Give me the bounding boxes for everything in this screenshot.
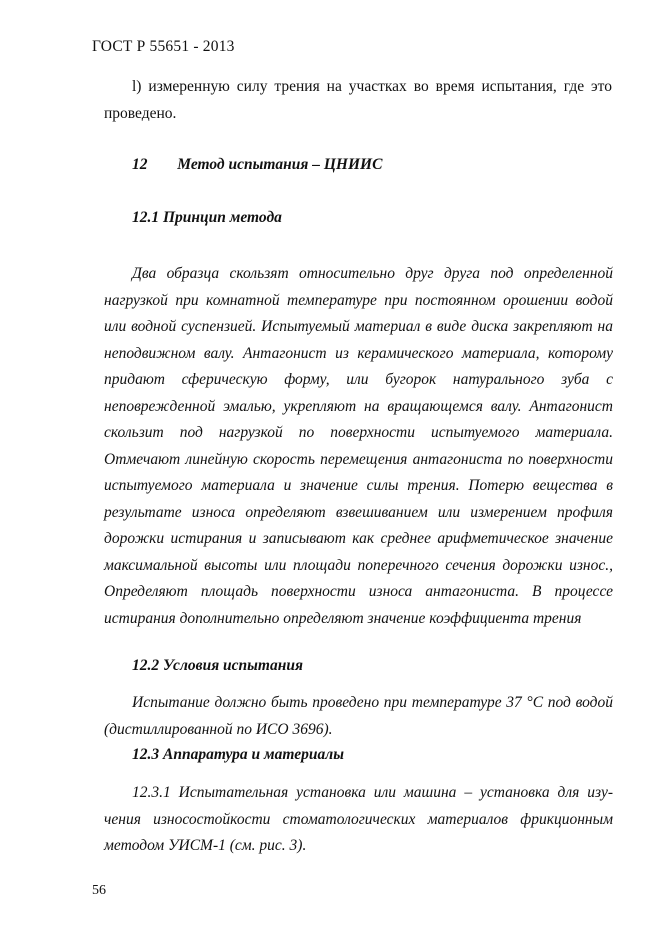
intro-line-2: проведено. — [104, 104, 177, 122]
body-line: Отмечают линейную скорость перемещения антагониста по поверхности — [104, 450, 613, 468]
body-line: чения износостойкости стоматологических материалов фрикционным — [104, 810, 613, 828]
body-line: придают сферическую форму, или бугорок натурального зуба с — [104, 371, 613, 388]
body-line: неподвижном валу. Антагонист из керамического материала, которому — [104, 344, 613, 362]
section-12-2-body — [104, 690, 613, 743]
body-line: (дистиллированной по ИСО 3696). — [104, 720, 333, 738]
body-line: результате износа определяют взвешиванием или измерением профиля — [104, 503, 613, 521]
body-line: максимальной высоты или площади поперечного сечения дорожки износ., — [104, 556, 613, 574]
body-line: Два образца скользят относительно друг друга под определенной — [132, 265, 613, 282]
body-line: испытуемого материала и значение силы трения. Потерю вещества в — [104, 477, 613, 494]
body-line: скользит под нагрузкой по поверхности испытуемого материала. — [104, 424, 613, 441]
intro-line-1: l) измеренную силу трения на участках во время испытания, где это — [132, 78, 612, 95]
body-line: или водной суспензией. Испытуемый материал в виде диска закрепляют на — [104, 318, 613, 335]
page-number: 56 — [92, 883, 106, 898]
body-line: дорожки истирания и записывают как среднее арифметическое значение — [104, 530, 613, 547]
section-12-number: 12 — [132, 156, 148, 173]
section-12-3-body — [104, 780, 613, 859]
body-line: нагрузкой при комнатной температуре при постоянном орошении водой — [104, 291, 613, 309]
body-line: неповрежденной эмалью, укрепляют на вращающемся валу. Антагонист — [104, 397, 613, 415]
intro-paragraph — [104, 74, 612, 127]
document-header: ГОСТ Р 55651 - 2013 — [92, 38, 235, 55]
body-line: Определяют площадь поверхности износа антагониста. В процессе — [104, 583, 613, 600]
section-12-title: Метод испытания – ЦНИИС — [177, 156, 383, 173]
body-line: методом УИСМ-1 (см. рис. 3). — [104, 837, 307, 854]
section-12-heading — [132, 156, 382, 174]
section-12-1-body — [104, 261, 613, 632]
body-line: 12.3.1 Испытательная установка или машина – установка для изу- — [132, 784, 613, 801]
body-line: Испытание должно быть проведено при температуре 37 °C под водой — [132, 694, 613, 711]
section-12-1-heading: 12.1 Принцип метода — [132, 209, 282, 226]
body-line: истирания дополнительно определяют значение коэффициента трения — [104, 609, 582, 627]
section-12-3-heading: 12.3 Аппаратура и материалы — [132, 746, 344, 763]
section-12-2-heading: 12.2 Условия испытания — [132, 657, 303, 674]
